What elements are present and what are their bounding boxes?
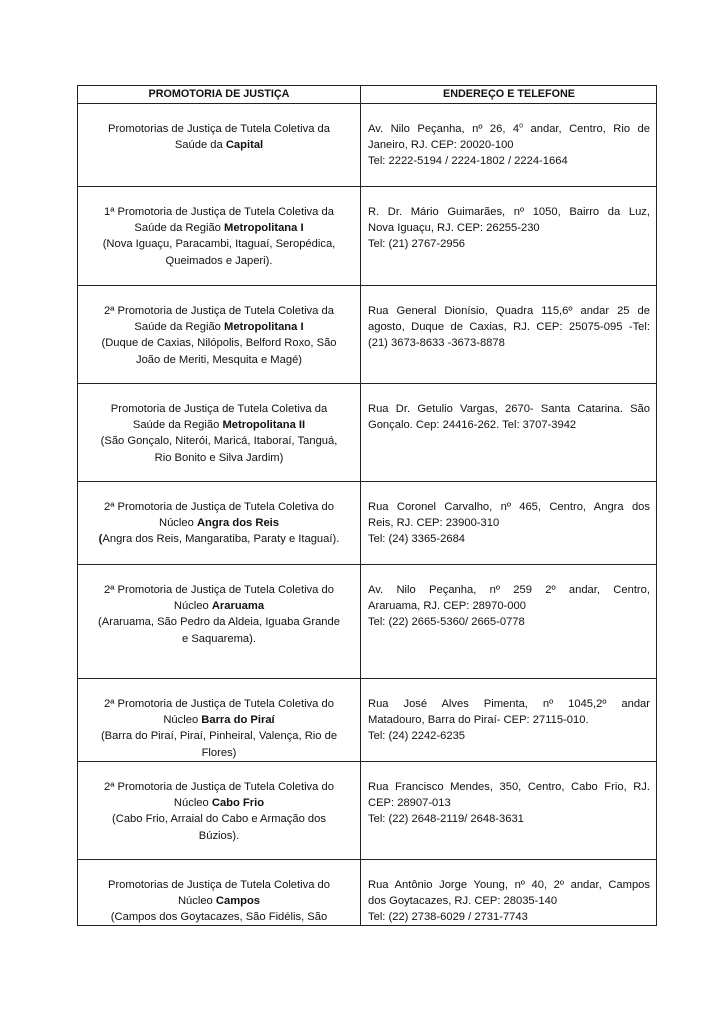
promotoria-line: 2ª Promotoria de Justiça de Tutela Coletiva do <box>104 698 334 710</box>
header-promotoria: PROMOTORIA DE JUSTIÇA <box>78 86 361 103</box>
endereco-line: Rua General Dionísio, Quadra 115,6º andar 25 de <box>368 305 650 317</box>
table-row <box>78 762 656 860</box>
promotoria-line: Núcleo Campos <box>177 895 261 908</box>
promotoria-cell <box>78 286 361 383</box>
endereco-phone: Tel: (21) 2767-2956 <box>368 238 466 251</box>
endereco-cell <box>361 104 656 186</box>
promotoria-cell <box>78 565 361 678</box>
promotoria-line: Flores) <box>201 746 237 759</box>
table-header-row <box>78 86 656 104</box>
table-row <box>78 860 656 925</box>
table-row <box>78 679 656 762</box>
promotoria-line: Núcleo Angra dos Reis <box>159 517 279 530</box>
endereco-line: Rua José Alves Pimenta, nº 1045,2º andar <box>368 698 650 710</box>
endereco-line: Av. Nilo Peçanha, nº 259 2º andar, Centro, <box>368 584 650 596</box>
promotoria-region: Campos <box>215 895 261 908</box>
promotoria-line: Saúde da Região Metropolitana II <box>132 419 306 432</box>
endereco-line: agosto, Duque de Caxias, RJ. CEP: 25075-095 -Tel: <box>368 321 650 334</box>
table-row <box>78 565 656 679</box>
promotoria-line: Núcleo Barra do Piraí <box>163 714 275 727</box>
table-row <box>78 482 656 565</box>
endereco-phone: Tel: (22) 2738-6029 / 2731-7743 <box>368 911 528 924</box>
endereco-cell <box>361 679 656 761</box>
endereco-phone: Tel: (24) 2242-6235 <box>368 730 466 743</box>
promotoria-line: (Nova Iguaçu, Paracambi, Itaguaí, Seropédica, <box>102 238 336 251</box>
promotoria-line: Saúde da Região Metropolitana I <box>134 222 304 235</box>
endereco-line: Rua Dr. Getulio Vargas, 2670- Santa Catarina. São <box>368 403 650 415</box>
endereco-line: Rua Coronel Carvalho, nº 465, Centro, Angra dos <box>368 501 650 513</box>
table-row <box>78 286 656 384</box>
promotoria-line: (Duque de Caxias, Nilópolis, Belford Roxo, São <box>101 337 337 350</box>
promotoria-line: (Cabo Frio, Arraial do Cabo e Armação dos <box>112 813 326 826</box>
endereco-cell <box>361 762 656 859</box>
promotoria-line: Núcleo Cabo Frio <box>173 797 265 810</box>
table-row <box>78 384 656 482</box>
endereco-line: Rua Francisco Mendes, 350, Centro, Cabo Frio, RJ. <box>368 781 650 793</box>
endereco-phone: Tel: (22) 2648-2119/ 2648-3631 <box>368 813 524 826</box>
promotoria-line: (Barra do Piraí, Piraí, Pinheiral, Valença, Rio de <box>100 730 338 743</box>
promotoria-line: Núcleo Araruama <box>173 600 265 613</box>
table-row <box>78 187 656 286</box>
promotoria-region: Metropolitana I <box>224 321 304 334</box>
promotoria-cell <box>78 679 361 761</box>
endereco-line: Araruama, RJ. CEP: 28970-000 <box>368 600 526 613</box>
promotoria-line: Queimados e Japeri). <box>165 254 273 267</box>
promotoria-line: Promotorias de Justiça de Tutela Coletiva do <box>107 879 330 891</box>
promotoria-line: 2ª Promotoria de Justiça de Tutela Coletiva do <box>104 781 334 793</box>
table-row <box>78 104 656 187</box>
endereco-line: Reis, RJ. CEP: 23900-310 <box>368 517 500 530</box>
endereco-line: R. Dr. Mário Guimarães, nº 1050, Bairro da Luz, <box>368 206 650 218</box>
promotoria-cell <box>78 187 361 285</box>
promotoria-region: Metropolitana II <box>222 419 306 432</box>
endereco-cell <box>361 286 656 383</box>
promotoria-line: (Angra dos Reis, Mangaratiba, Paraty e Itaguaí). <box>98 533 340 546</box>
endereco-line: dos Goytacazes, RJ. CEP: 28035-140 <box>368 895 558 908</box>
promotoria-line: João de Meriti, Mesquita e Magé) <box>135 353 303 366</box>
endereco-line: Nova Iguaçu, RJ. CEP: 26255-230 <box>368 222 540 235</box>
promotoria-region: Araruama <box>211 600 265 613</box>
promotoria-region: Cabo Frio <box>211 797 265 810</box>
endereco-line: CEP: 28907-013 <box>368 797 451 810</box>
promotoria-line: 1ª Promotoria de Justiça de Tutela Coletiva da <box>104 206 334 218</box>
endereco-line: Gonçalo. Cep: 24416-262. Tel: 3707-3942 <box>368 419 577 432</box>
promotoria-line: Saúde da Região Metropolitana I <box>134 321 304 334</box>
header-endereco: ENDEREÇO E TELEFONE <box>443 88 575 101</box>
promotoria-region: Angra dos Reis <box>196 517 279 530</box>
endereco-phone: Tel: 2222-5194 / 2224-1802 / 2224-1664 <box>368 155 568 168</box>
promotoria-cell <box>78 482 361 564</box>
promotoria-region: Metropolitana I <box>224 222 304 235</box>
promotoria-line: Búzios). <box>198 829 240 842</box>
promotoria-line: Rio Bonito e Silva Jardim) <box>154 451 284 464</box>
endereco-line: Av. Nilo Peçanha, nº 26, 4$^o$ andar, Centro, Rio de <box>368 122 650 135</box>
promotoria-cell <box>78 860 361 925</box>
promotoria-line: (Campos dos Goytacazes, São Fidélis, São <box>110 911 328 924</box>
endereco-phone: (21) 3673-8633 -3673-8878 <box>368 337 505 350</box>
promotoria-line: 2ª Promotoria de Justiça de Tutela Coletiva da <box>104 305 334 317</box>
promotoria-line: Promotoria de Justiça de Tutela Coletiva da <box>110 403 328 415</box>
endereco-cell <box>361 565 656 678</box>
endereco-line: Janeiro, RJ. CEP: 20020-100 <box>368 139 514 152</box>
promotoria-cell <box>78 104 361 186</box>
endereco-cell <box>361 482 656 564</box>
promotoria-line: 2ª Promotoria de Justiça de Tutela Coletiva do <box>104 584 334 596</box>
promotoria-line: 2ª Promotoria de Justiça de Tutela Coletiva do <box>104 501 334 513</box>
endereco-line: Matadouro, Barra do Piraí- CEP: 27115-010. <box>368 714 589 727</box>
endereco-cell <box>361 384 656 481</box>
promotoria-line: Promotorias de Justiça de Tutela Coletiva da <box>107 123 330 135</box>
endereco-phone: Tel: (22) 2665-5360/ 2665-0778 <box>368 616 525 629</box>
endereco-cell <box>361 187 656 285</box>
endereco-cell <box>361 860 656 925</box>
promotoria-region: Barra do Piraí <box>201 714 275 727</box>
promotoria-line: Saúde da Capital <box>174 139 264 152</box>
promotorias-table <box>77 85 657 926</box>
promotoria-cell <box>78 762 361 859</box>
endereco-line: Rua Antônio Jorge Young, nº 40, 2º andar, Campos <box>368 879 650 891</box>
promotoria-line: (São Gonçalo, Niterói, Maricá, Itaboraí, Tanguá, <box>100 435 338 448</box>
promotoria-line: e Saquarema). <box>181 632 256 645</box>
promotoria-cell <box>78 384 361 481</box>
promotoria-region: Capital <box>225 139 264 152</box>
endereco-phone: Tel: (24) 3365-2684 <box>368 533 466 546</box>
promotoria-line: (Araruama, São Pedro da Aldeia, Iguaba Grande <box>98 616 340 629</box>
